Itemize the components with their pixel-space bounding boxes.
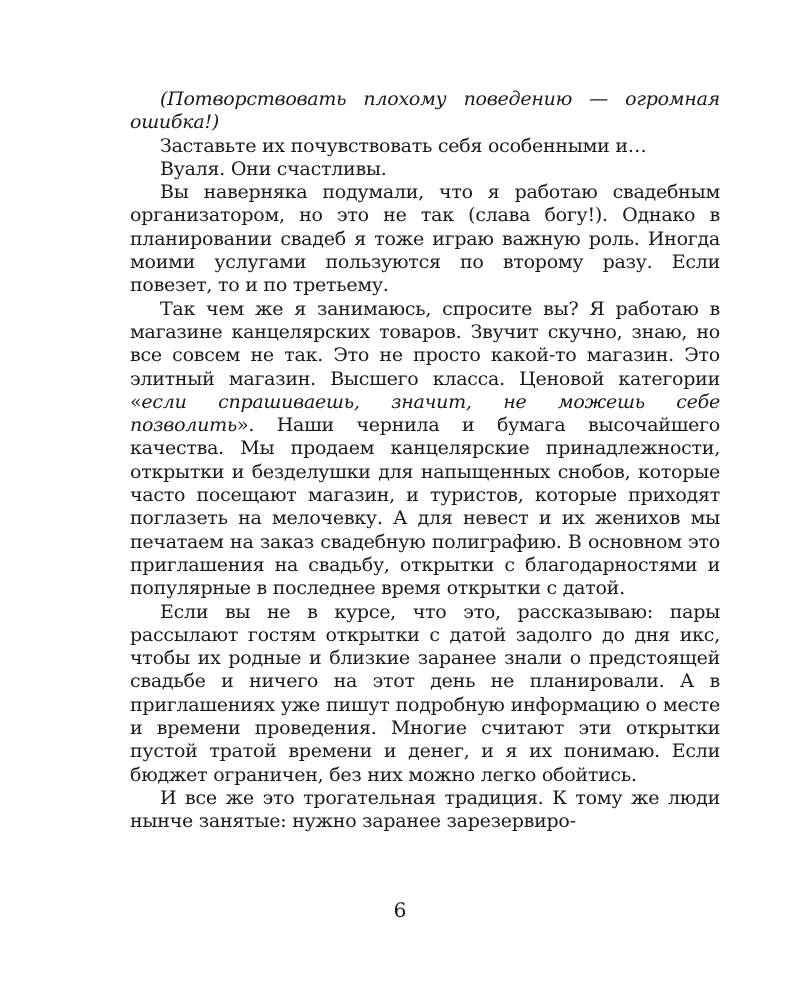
paragraph (130, 787, 720, 834)
text-run: Вуаля. Они счастливы. (160, 157, 387, 180)
text-run: И все же это трогательная традиция. К тому же люди нынче занятые: нужно заранее зарезервиро- (130, 786, 720, 833)
text-run: Вы наверняка подумали, что я работаю свадебным организатором, но это не так (слава богу!). Однако в планировании свадеб я тоже играю важную роль. Иногда моими услугами пользуются по второму разу. Если повезет, то и по третьему. (130, 181, 720, 297)
text-run: Так чем же я занимаюсь, спросите вы? Я работаю в магазине канцелярских товаров. Звучит скучно, знаю, но все совсем не так. Это не просто какой-то магазин. Это элитный магазин. Высшего класса. Ценовой категории « (130, 297, 720, 413)
paragraph (130, 135, 720, 158)
paragraph (130, 88, 720, 135)
page-number: 6 (393, 898, 407, 922)
paragraph (130, 298, 720, 601)
text-run: Заставьте их почувствовать себя особенными и… (160, 134, 647, 157)
paragraph (130, 181, 720, 297)
book-page (130, 88, 720, 834)
text-run: ». Наши чернила и бумага высочайшего качества. Мы продаем канцелярские принадлежности, открытки и безделушки для напыщенных снобов, которые часто посещают магазин, и туристов, которые приходят поглазеть на мелочевку. А для невест и их женихов мы печатаем на заказ свадебную полиграфию. В основном это приглашения на свадьбу, открытки с благодарностями и популярные в последнее время открытки с датой. (130, 414, 720, 600)
text-run: Если вы не в курсе, что это, рассказываю: пары рассылают гостям открытки с датой задолго до дня икс, чтобы их родные и близкие заранее знали о предстоящей свадьбе и ничего на этот день не планировали. А в приглашениях уже пишут подробную информацию о месте и времени проведения. Многие считают эти открытки пустой тратой времени и денег, и я их понимаю. Если бюджет ограничен, без них можно легко обойтись. (130, 600, 720, 786)
text-body (130, 88, 720, 834)
italic-text: если спрашиваешь, значит, не можешь себе позволить (130, 390, 720, 437)
text-run: (Потворствовать плохому поведению — огромная ошибка!) (130, 88, 720, 134)
paragraph (130, 158, 720, 181)
paragraph (130, 601, 720, 787)
